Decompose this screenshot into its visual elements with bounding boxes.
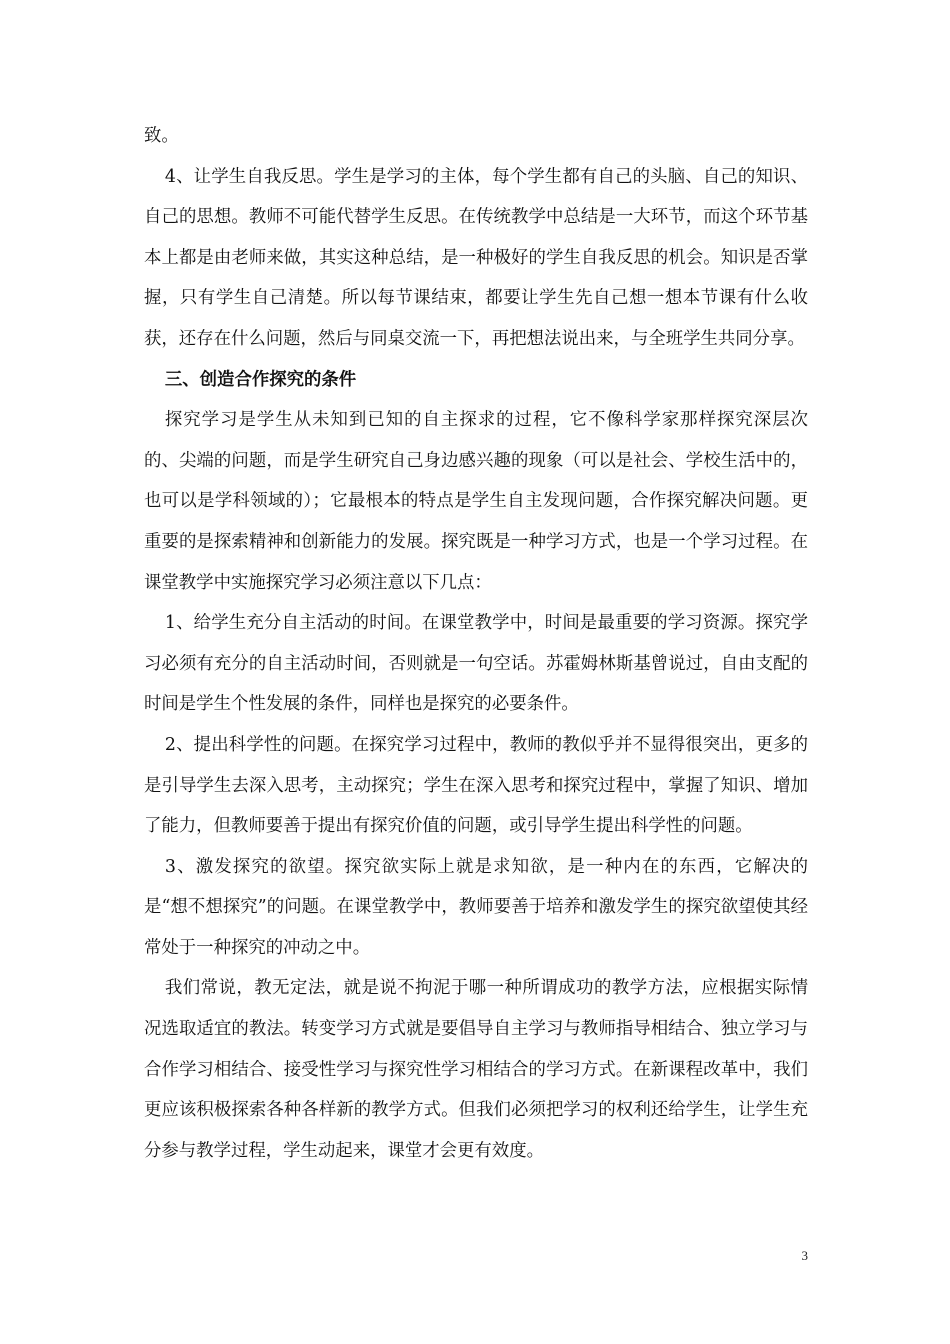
paragraph-conclusion: 我们常说，教无定法，就是说不拘泥于哪一种所谓成功的教学方法，应根据实际情况选取适宜的教法。转变学习方式就是要倡导自主学习与教师指导相结合、独立学习与合作学习相结合、接受性学习与探究性学习相结合的学习方式。在新课程改革中，我们更应该积极探索各种各样新的教学方式。但我们必须把学习的权利还给学生，让学生充分参与教学过程，学生动起来，课堂才会更有效度。 [144, 978, 808, 1161]
document-page [144, 116, 808, 1171]
paragraph-point-1: 1、给学生充分自主活动的时间。在课堂教学中，时间是最重要的学习资源。探究学习必须有充分的自主活动时间，否则就是一句空话。苏霍姆林斯基曾说过，自由支配的时间是学生个性发展的条件，同样也是探究的必要条件。 [144, 613, 808, 715]
page-number: 3 [801, 1248, 808, 1263]
paragraph-continuation: 致。 [144, 126, 179, 146]
paragraph-point-3: 3、激发探究的欲望。探究欲实际上就是求知欲，是一种内在的东西，它解决的是“想不想探究”的问题。在课堂教学中，教师要善于培养和激发学生的探究欲望使其经常处于一种探究的冲动之中。 [144, 856, 808, 958]
paragraph-self-reflection: 4、让学生自我反思。学生是学习的主体，每个学生都有自己的头脑、自己的知识、自己的思想。教师不可能代替学生反思。在传统教学中总结是一大环节，而这个环节基本上都是由老师来做，其实这种总结，是一种极好的学生自我反思的机会。知识是否掌握，只有学生自己清楚。所以每节课结束，都要让学生先自己想一想本节课有什么收获，还存在什么问题，然后与同桌交流一下，再把想法说出来，与全班学生共同分享。 [144, 166, 808, 349]
paragraph-inquiry-intro: 探究学习是学生从未知到已知的自主探求的过程，它不像科学家那样探究深层次的、尖端的问题，而是学生研究自己身边感兴趣的现象（可以是社会、学校生活中的，也可以是学科领域的）；它最根本的特点是学生自主发现问题，合作探究解决问题。更重要的是探索精神和创新能力的发展。探究既是一种学习方式，也是一个学习过程。在课堂教学中实施探究学习必须注意以下几点： [144, 410, 808, 593]
section-heading: 三、创造合作探究的条件 [164, 369, 357, 390]
paragraph-point-2: 2、提出科学性的问题。在探究学习过程中，教师的教似乎并不显得很突出，更多的是引导学生去深入思考，主动探究；学生在深入思考和探究过程中，掌握了知识、增加了能力，但教师要善于提出有探究价值的问题，或引导学生提出科学性的问题。 [144, 734, 808, 837]
